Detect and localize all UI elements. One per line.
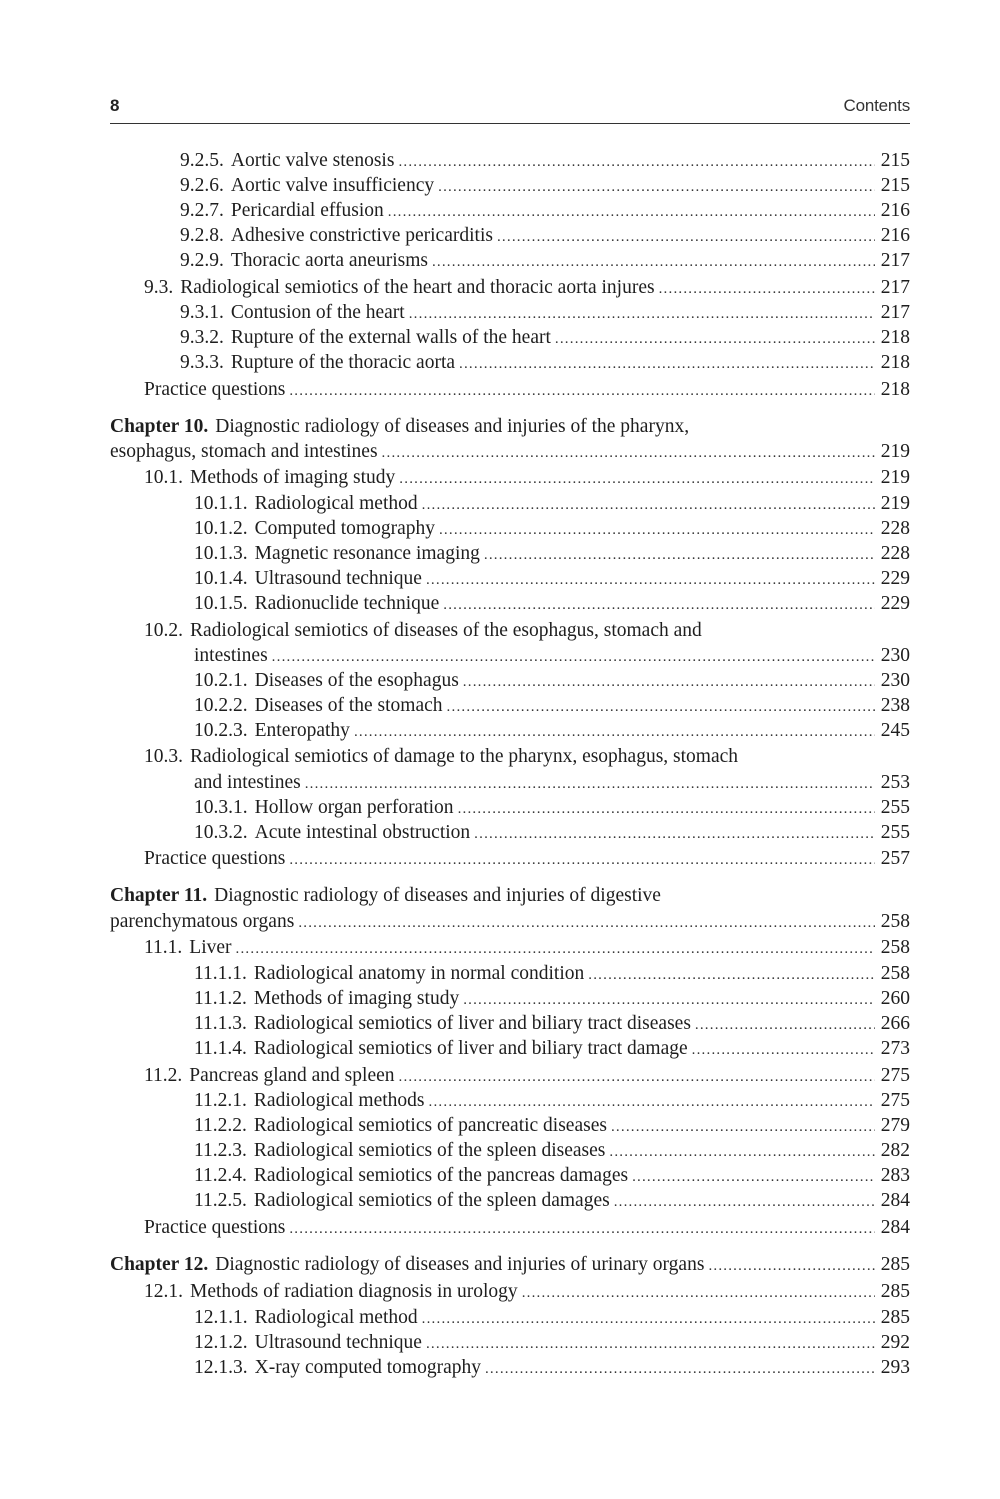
entry-title: parenchymatous organs	[110, 911, 295, 932]
page-ref: 260	[880, 988, 910, 1009]
section-number: 10.3.2.	[194, 822, 248, 843]
page-ref: 293	[880, 1357, 910, 1378]
dot-leader	[497, 225, 875, 249]
page-ref: 217	[880, 250, 910, 271]
page-ref: 258	[880, 963, 910, 984]
dot-leader	[305, 772, 875, 796]
entry-title: Radiological semiotics of the spleen damages	[253, 1190, 610, 1211]
dot-leader	[611, 1115, 875, 1139]
chapter-label: Chapter 12.	[110, 1254, 209, 1275]
toc-entry	[194, 719, 910, 743]
running-header	[110, 96, 910, 122]
page-ref: 219	[880, 467, 910, 488]
entry-title: esophagus, stomach and intestines	[110, 441, 378, 462]
page-ref: 257	[880, 848, 910, 869]
page-ref: 275	[880, 1090, 910, 1111]
dot-leader	[426, 568, 875, 592]
section-number: 11.2.4.	[194, 1165, 247, 1186]
toc-entry	[144, 745, 910, 769]
dot-leader	[463, 670, 875, 694]
dot-leader	[289, 379, 874, 403]
dot-leader	[609, 1140, 874, 1164]
section-number: 11.1.2.	[194, 988, 247, 1009]
page-ref: 285	[880, 1254, 910, 1275]
entry-title: Methods of imaging study	[253, 988, 460, 1009]
page-ref: 292	[880, 1332, 910, 1353]
entry-title: Hollow organ perforation	[254, 797, 454, 818]
section-number: 10.2.1.	[194, 670, 248, 691]
dot-leader	[659, 277, 875, 301]
dot-leader	[463, 988, 875, 1012]
section-number: 11.2.5.	[194, 1190, 247, 1211]
section-number: 9.2.5.	[180, 150, 224, 171]
page-number: 8	[110, 96, 120, 115]
dot-leader	[388, 200, 875, 224]
page-ref: 284	[880, 1217, 910, 1238]
toc-entry	[194, 542, 910, 566]
chapter-heading	[110, 884, 910, 908]
entry-title: Radiological semiotics of the heart and thoracic aorta injures	[180, 277, 655, 298]
section-number: 11.2.2.	[194, 1115, 247, 1136]
entry-title: Magnetic resonance imaging	[254, 543, 480, 564]
dot-leader	[399, 1065, 875, 1089]
toc-entry	[194, 1356, 910, 1380]
section-number: 10.2.	[144, 620, 183, 641]
page-ref: 230	[880, 645, 910, 666]
section-number: 10.1.2.	[194, 518, 248, 539]
entry-title: Aortic valve insufficiency	[230, 175, 435, 196]
page-ref: 279	[880, 1115, 910, 1136]
entry-title: Radionuclide technique	[254, 593, 440, 614]
page-ref: 253	[880, 772, 910, 793]
dot-leader	[399, 467, 874, 491]
toc-entry	[144, 378, 910, 402]
section-number: 10.1.4.	[194, 568, 248, 589]
toc-entry	[144, 619, 910, 643]
entry-title: Rupture of the external walls of the heart	[230, 327, 551, 348]
toc-entry	[194, 796, 910, 820]
chapter-label: Chapter 10.	[110, 416, 209, 437]
page-ref: 245	[880, 720, 910, 741]
dot-leader	[459, 352, 875, 376]
dot-leader	[443, 593, 874, 617]
toc-entry	[194, 1139, 910, 1163]
header-rule	[110, 123, 910, 124]
section-number: 11.2.	[144, 1065, 183, 1086]
entry-title: Adhesive constrictive pericarditis	[230, 225, 493, 246]
entry-title: Methods of imaging study	[190, 467, 396, 488]
toc-entry	[194, 1037, 910, 1061]
chapter-heading	[110, 1253, 910, 1277]
section-number: 9.2.7.	[180, 200, 224, 221]
page-ref: 228	[880, 543, 910, 564]
entry-title: Practice questions	[144, 848, 286, 869]
dot-leader	[236, 937, 875, 961]
page-ref: 285	[880, 1307, 910, 1328]
toc-entry	[194, 644, 910, 668]
section-number: 9.3.	[144, 277, 174, 298]
toc-entry	[194, 1331, 910, 1355]
toc-entry	[194, 592, 910, 616]
dot-leader	[426, 1332, 875, 1356]
entry-title: Thoracic aorta aneurisms	[230, 250, 428, 271]
page-ref: 216	[880, 225, 910, 246]
dot-leader	[708, 1254, 874, 1278]
page-ref: 258	[880, 937, 910, 958]
toc-entry	[194, 962, 910, 986]
toc-entry	[194, 1164, 910, 1188]
toc-entry	[194, 517, 910, 541]
section-number: 9.3.2.	[180, 327, 224, 348]
entry-title: Ultrasound technique	[254, 1332, 422, 1353]
toc-entry	[144, 276, 910, 300]
entry-title: Diseases of the stomach	[254, 695, 443, 716]
dot-leader	[354, 720, 875, 744]
dot-leader	[432, 250, 875, 274]
page-ref: 258	[880, 911, 910, 932]
section-number: 10.1.	[144, 467, 183, 488]
toc-entry	[194, 694, 910, 718]
dot-leader	[447, 695, 875, 719]
entry-title: Practice questions	[144, 379, 286, 400]
entry-title: Radiological semiotics of liver and biliary tract diseases	[253, 1013, 691, 1034]
entry-title: Diagnostic radiology of diseases and injuries of digestive	[214, 885, 661, 906]
section-number: 11.1.4.	[194, 1038, 247, 1059]
dot-leader	[272, 645, 875, 669]
entry-title: Diseases of the esophagus	[254, 670, 459, 691]
toc-entry	[194, 1089, 910, 1113]
dot-leader	[522, 1281, 875, 1305]
page-ref: 266	[880, 1013, 910, 1034]
toc-entry	[194, 1306, 910, 1330]
page-ref: 284	[880, 1190, 910, 1211]
toc-entry	[180, 326, 910, 350]
page-ref: 273	[880, 1038, 910, 1059]
entry-title: Radiological methods	[253, 1090, 425, 1111]
dot-leader	[458, 797, 875, 821]
toc-entry	[144, 936, 910, 960]
entry-title: Pancreas gland and spleen	[189, 1065, 395, 1086]
entry-title: Radiological method	[254, 1307, 418, 1328]
toc-entry	[144, 1064, 910, 1088]
section-number: 12.1.3.	[194, 1357, 248, 1378]
page-ref: 216	[880, 200, 910, 221]
section-number: 9.2.9.	[180, 250, 224, 271]
dot-leader	[614, 1190, 875, 1214]
section-number: 9.2.6.	[180, 175, 224, 196]
page-ref: 217	[880, 302, 910, 323]
section-number: 11.2.3.	[194, 1140, 247, 1161]
page-ref: 229	[880, 568, 910, 589]
entry-title: Methods of radiation diagnosis in urology	[190, 1281, 518, 1302]
section-number: 9.3.1.	[180, 302, 224, 323]
chapter-heading	[110, 415, 910, 439]
page-ref: 285	[880, 1281, 910, 1302]
entry-title: Radiological semiotics of the pancreas damages	[253, 1165, 629, 1186]
entry-title: Radiological anatomy in normal condition	[253, 963, 585, 984]
section-number: 10.2.2.	[194, 695, 248, 716]
dot-leader	[555, 327, 875, 351]
entry-title: Radiological semiotics of pancreatic diseases	[253, 1115, 607, 1136]
toc-entry	[144, 466, 910, 490]
section-number: 11.1.3.	[194, 1013, 247, 1034]
section-number: 11.1.1.	[194, 963, 247, 984]
toc-entry	[144, 1216, 910, 1240]
dot-leader	[422, 493, 875, 517]
toc-entry	[194, 1012, 910, 1036]
entry-title: Computed tomography	[254, 518, 435, 539]
toc-entry	[194, 821, 910, 845]
entry-title: Acute intestinal obstruction	[254, 822, 471, 843]
entry-title: Radiological method	[254, 493, 418, 514]
page-ref: 218	[880, 379, 910, 400]
page-ref: 219	[880, 441, 910, 462]
toc-entry	[144, 847, 910, 871]
page-ref: 218	[880, 352, 910, 373]
dot-leader	[588, 963, 874, 987]
toc-entry	[194, 987, 910, 1011]
running-title: Contents	[843, 96, 910, 115]
toc-entry	[110, 440, 910, 464]
entry-title: Ultrasound technique	[254, 568, 422, 589]
page-ref: 230	[880, 670, 910, 691]
dot-leader	[695, 1013, 875, 1037]
section-number: 9.3.3.	[180, 352, 224, 373]
dot-leader	[398, 150, 874, 174]
page-ref: 275	[880, 1065, 910, 1086]
section-number: 12.1.1.	[194, 1307, 248, 1328]
toc-entry	[194, 669, 910, 693]
section-number: 10.1.3.	[194, 543, 248, 564]
toc-entry	[180, 249, 910, 273]
section-number: 10.1.5.	[194, 593, 248, 614]
entry-title: X-ray computed tomography	[254, 1357, 481, 1378]
entry-title: Radiological semiotics of the spleen diseases	[253, 1140, 606, 1161]
toc-entry	[194, 567, 910, 591]
toc-entry	[144, 1280, 910, 1304]
page-ref: 255	[880, 822, 910, 843]
entry-title: Radiological semiotics of liver and biliary tract damage	[253, 1038, 688, 1059]
dot-leader	[474, 822, 875, 846]
toc-entry	[194, 771, 910, 795]
entry-title: Enteropathy	[254, 720, 350, 741]
dot-leader	[484, 543, 875, 567]
page-ref: 282	[880, 1140, 910, 1161]
entry-title: Radiological semiotics of diseases of the esophagus, stomach and	[190, 620, 702, 641]
toc-entry	[194, 1189, 910, 1213]
dot-leader	[289, 848, 874, 872]
toc-entry	[180, 351, 910, 375]
entry-title: Rupture of the thoracic aorta	[230, 352, 456, 373]
dot-leader	[438, 175, 875, 199]
dot-leader	[289, 1217, 874, 1241]
page-ref: 228	[880, 518, 910, 539]
entry-title: Contusion of the heart	[230, 302, 405, 323]
dot-leader	[439, 518, 875, 542]
page-ref: 255	[880, 797, 910, 818]
section-number: 11.2.1.	[194, 1090, 247, 1111]
section-number: 9.2.8.	[180, 225, 224, 246]
toc-entry	[180, 149, 910, 173]
toc-entry	[180, 174, 910, 198]
toc-entry	[180, 301, 910, 325]
toc-entry	[180, 224, 910, 248]
section-number: 10.1.1.	[194, 493, 248, 514]
dot-leader	[298, 911, 874, 935]
page-ref: 238	[880, 695, 910, 716]
page-ref: 229	[880, 593, 910, 614]
toc-entry	[194, 1114, 910, 1138]
dot-leader	[692, 1038, 875, 1062]
page-ref: 219	[880, 493, 910, 514]
page-ref: 215	[880, 175, 910, 196]
page-ref: 218	[880, 327, 910, 348]
chapter-label: Chapter 11.	[110, 885, 208, 906]
toc-entry	[194, 492, 910, 516]
dot-leader	[382, 441, 875, 465]
entry-title: Diagnostic radiology of diseases and injuries of the pharynx,	[215, 416, 690, 437]
section-number: 10.3.	[144, 746, 183, 767]
dot-leader	[422, 1307, 875, 1331]
section-number: 10.2.3.	[194, 720, 248, 741]
section-number: 12.1.	[144, 1281, 183, 1302]
page-ref: 283	[880, 1165, 910, 1186]
section-number: 12.1.2.	[194, 1332, 248, 1353]
toc-entry	[180, 199, 910, 223]
entry-title: Aortic valve stenosis	[230, 150, 395, 171]
toc-entry	[110, 910, 910, 934]
entry-title: Diagnostic radiology of diseases and injuries of urinary organs	[215, 1254, 705, 1275]
entry-title: Liver	[189, 937, 232, 958]
dot-leader	[632, 1165, 875, 1189]
entry-title: intestines	[194, 645, 268, 666]
section-number: 10.3.1.	[194, 797, 248, 818]
section-number: 11.1.	[144, 937, 183, 958]
entry-title: Pericardial effusion	[230, 200, 384, 221]
page-ref: 215	[880, 150, 910, 171]
dot-leader	[409, 302, 875, 326]
entry-title: Radiological semiotics of damage to the pharynx, esophagus, stomach	[190, 746, 739, 767]
entry-title: Practice questions	[144, 1217, 286, 1238]
dot-leader	[485, 1357, 875, 1381]
entry-title: and intestines	[194, 772, 301, 793]
dot-leader	[429, 1090, 875, 1114]
page-ref: 217	[880, 277, 910, 298]
